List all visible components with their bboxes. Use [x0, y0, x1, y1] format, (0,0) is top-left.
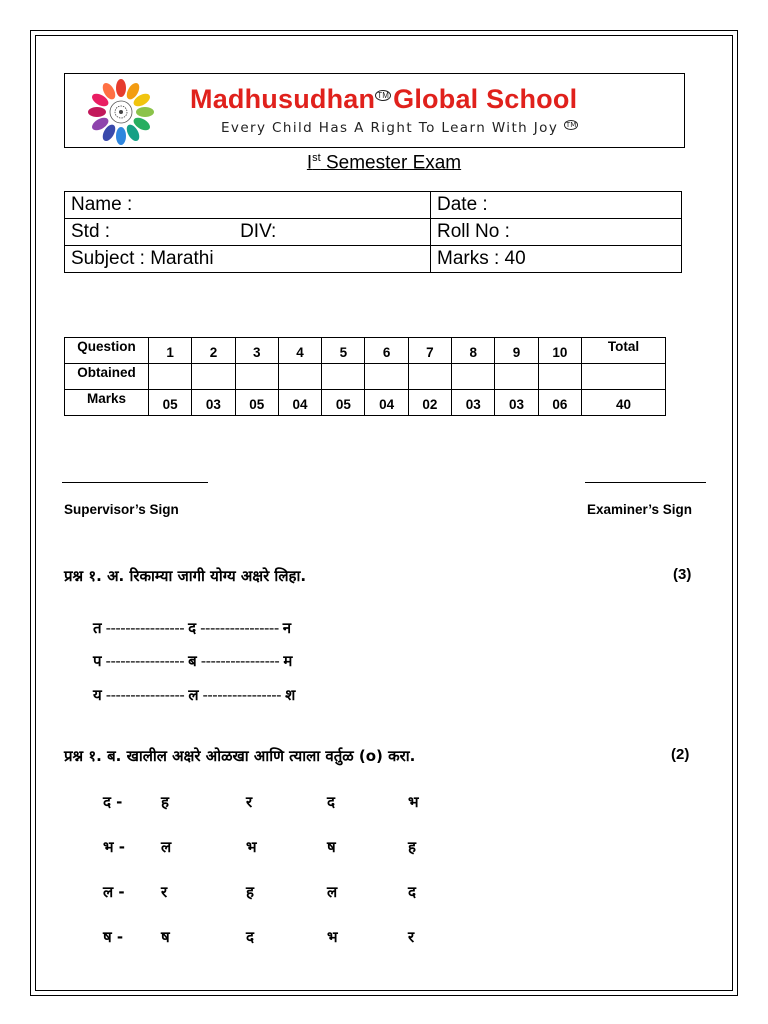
question-1b-text: प्रश्न १. ब. खालील अक्षरे ओळखा आणि त्याला वर्तुळ (o) करा. [64, 747, 416, 765]
exam-title: Ist Semester Exam [306, 152, 462, 174]
circle-option[interactable]: ष [327, 838, 336, 856]
obtained-row: Obtained [65, 364, 666, 390]
circle-option[interactable]: ल [161, 838, 172, 856]
circle-option[interactable]: ल [327, 883, 338, 901]
circle-row-2-key: भ - [103, 838, 125, 856]
circle-option[interactable]: ह [246, 883, 254, 901]
circle-option[interactable]: भ [327, 928, 338, 946]
supervisor-sign-label: Supervisor’s Sign [64, 502, 179, 517]
examiner-sign-line [585, 482, 706, 483]
circle-option[interactable]: द [246, 928, 254, 946]
school-header [64, 73, 685, 148]
circle-option[interactable]: भ [246, 838, 257, 856]
circle-option[interactable]: र [408, 928, 415, 946]
fill-row-2: प ---------------- ब ---------------- म [93, 652, 293, 670]
school-tagline: Every Child Has A Right To Learn With Joy ™ [221, 120, 577, 136]
circle-row-3-key: ल - [103, 883, 125, 901]
circle-option[interactable]: ह [161, 793, 169, 811]
marks-row: Marks 05 03 05 04 05 04 02 03 03 06 40 [65, 390, 666, 416]
school-name: Madhusudhan ™ Global School [190, 84, 578, 114]
student-info-table [64, 191, 682, 273]
circle-row-4-key: ष - [103, 928, 124, 946]
question-1a-marks: (3) [673, 566, 692, 583]
question-1b-marks: (2) [671, 746, 690, 763]
examiner-sign-label: Examiner’s Sign [587, 502, 693, 517]
question-row: Question 1 2 3 4 5 6 7 8 9 10 Total [65, 338, 666, 364]
subject-field: Subject : Marathi [65, 246, 431, 273]
circle-option[interactable]: र [246, 793, 253, 811]
circle-option[interactable]: र [161, 883, 168, 901]
fill-row-1: त ---------------- द ---------------- न [93, 619, 292, 637]
flower-logo-icon [71, 76, 171, 146]
supervisor-sign-line [62, 482, 208, 483]
std-div-field: Std : DIV: [65, 219, 431, 246]
fill-row-3: य ---------------- ल ---------------- श [93, 686, 296, 704]
date-field: Date : [431, 192, 682, 219]
question-1a-text: प्रश्न १. अ. रिकाम्या जागी योग्य अक्षरे लिहा. [64, 567, 307, 585]
marks-field: Marks : 40 [431, 246, 682, 273]
roll-no-field: Roll No : [431, 219, 682, 246]
circle-option[interactable]: भ [408, 793, 419, 811]
circle-option[interactable]: द [408, 883, 416, 901]
marks-table [64, 337, 666, 416]
circle-option[interactable]: द [327, 793, 335, 811]
div-field: DIV: [240, 221, 277, 242]
circle-row-1-key: द - [103, 793, 123, 811]
circle-option[interactable]: ह [408, 838, 416, 856]
circle-option[interactable]: ष [161, 928, 170, 946]
name-field: Name : [65, 192, 431, 219]
